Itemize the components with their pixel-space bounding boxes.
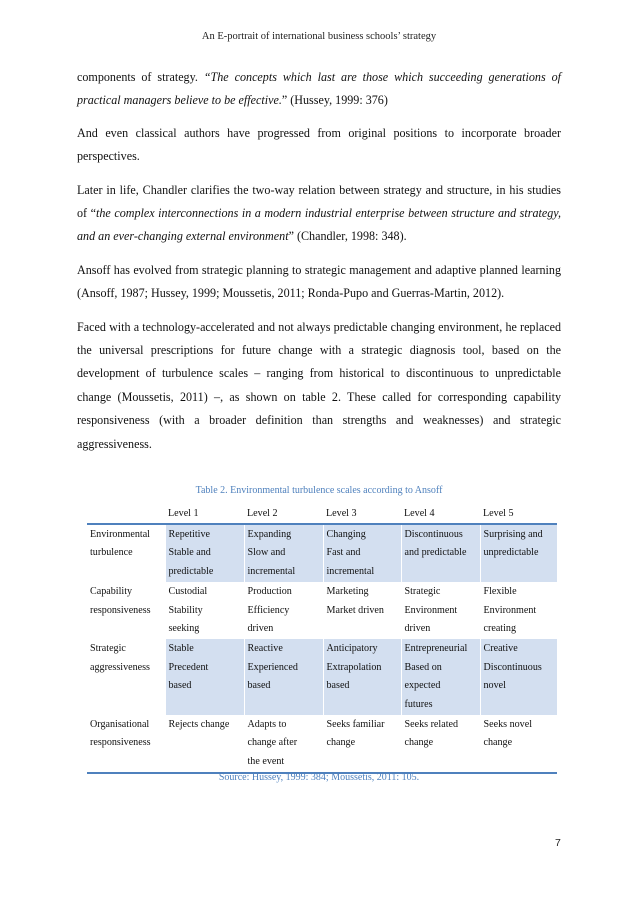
row-label-line: Strategic [90,643,126,655]
table-row [87,639,557,715]
cell-line: Based on [404,661,442,673]
table-cell [401,715,480,773]
cell-line: Flexible [483,586,517,598]
cell-line: Repetitive [168,529,210,540]
cell-line: based [247,680,271,692]
header-cell-empty [87,502,165,524]
table-cell [480,639,557,715]
table-cell [244,639,323,715]
table-cell [244,582,323,639]
cell-line: driven [247,623,274,635]
p3-citation: ” (Chandler, 1998: 348). [288,229,407,244]
table-cell [244,715,323,773]
row-label-line: turbulence [90,547,133,559]
header-cell-level-1: Level 1 [165,502,244,524]
p1-citation: ” (Hussey, 1999: 376) [281,93,388,108]
cell-line: Surprising and [483,529,543,540]
cell-line: Reactive [247,643,283,655]
cell-line: driven [404,623,431,635]
row-label [87,715,165,773]
cell-line: Seeks related [404,719,459,731]
cell-line: change after [247,737,298,749]
table-cell [480,582,557,639]
cell-line: Stability [168,604,203,616]
cell-line: futures [404,698,433,710]
paragraph-4: Ansoff has evolved from strategic planning to strategic management and adaptive planned learning (Ansoff, 1987; Hussey, 1999; Moussetis, 2011; Ronda-Pupo and Guerras-Martin, 2012). [77,262,561,301]
cell-line: Strategic [404,586,441,598]
cell-line: and predictable [404,547,467,559]
cell-line: Stable and [168,547,211,559]
cell-line: Experienced [247,661,298,673]
table-cell [165,524,244,582]
cell-line: Environment [483,604,537,616]
cell-line: seeking [168,623,200,635]
running-header: An E-portrait of international business schools’ strategy [201,31,437,42]
cell-line: expected [404,680,441,692]
header-cell-level-2: Level 2 [244,502,323,524]
cell-line: Anticipatory [326,643,378,655]
paragraph-2: And even classical authors have progressed from original positions to incorporate broader perspectives. [77,125,561,164]
header-cell-level-3: Level 3 [323,502,401,524]
table-row [87,524,557,582]
cell-line: Efficiency [247,604,290,616]
cell-line: Precedent [168,661,209,673]
table-cell [165,582,244,639]
table-cell [244,524,323,582]
table-cell [401,582,480,639]
page-number: 7 [555,837,561,849]
table-cell [323,639,401,715]
paragraph-3 [77,179,561,249]
cell-line: Rejects change [168,719,230,731]
cell-line: unpredictable [483,547,539,559]
cell-line: Expanding [247,529,292,540]
table-cell [480,524,557,582]
cell-line: incremental [326,565,375,577]
table-body [87,524,557,773]
cell-line: Seeks novel [483,719,532,731]
table-header-row [87,502,557,524]
row-label-line: aggressiveness [90,661,150,673]
cell-line: Marketing [326,586,369,598]
cell-line: change [326,737,356,749]
body-text [77,66,561,466]
cell-line: change [404,737,434,749]
cell-line: Discontinuous [404,529,463,540]
row-label-line: responsiveness [90,604,151,616]
row-label-line: Capability [90,586,133,598]
table-cell [165,639,244,715]
cell-line: Extrapolation [326,661,382,673]
p3-quote: the complex interconnections in a modern industrial enterprise between structure and strategy, and an ever-changing external environment [77,206,562,244]
cell-line: Custodial [168,586,208,598]
cell-line: Production [247,586,292,598]
cell-line: Market driven [326,604,384,616]
cell-line: the event [247,755,285,767]
cell-line: Fast and [326,547,361,559]
p1-text: components of strategy. [77,70,204,84]
cell-line: Creative [483,643,518,655]
row-label-line: Organisational [90,719,150,731]
table-cell [165,715,244,773]
cell-line: change [483,737,513,749]
paragraph-5: Faced with a technology-accelerated and not always predictable changing environment, he replaced the universal prescriptions for future change with a strategic diagnosis tool, based on the development of turbulence scales – ranging from historical to discontinuous to unpredictable change (Moussetis, 2011) –, as shown on table 2. These called for corresponding capability responsiveness (with a broader definition than strengths and weaknesses) and strategic aggressiveness. [77,319,561,451]
cell-line: novel [483,680,506,692]
table-row [87,715,557,773]
cell-line: Slow and [247,547,286,559]
table-cell [480,715,557,773]
header-cell-level-5: Level 5 [480,502,557,524]
table-cell [323,582,401,639]
turbulence-table [87,502,557,774]
table-cell [401,524,480,582]
cell-line: Environment [404,604,458,616]
cell-line: Changing [326,529,366,540]
cell-line: Stable [168,643,194,655]
header-cell-level-4: Level 4 [401,502,480,524]
cell-line: Adapts to [247,719,287,731]
cell-line: Seeks familiar [326,719,385,731]
paragraph-1 [77,66,561,113]
table-source: Source: Hussey, 1999: 384; Moussetis, 2011: 105. [218,772,420,783]
table-caption: Table 2. Environmental turbulence scales according to Ansoff [195,485,443,496]
table-cell [323,524,401,582]
row-label [87,524,165,582]
cell-line: predictable [168,565,214,577]
cell-line: incremental [247,565,296,577]
row-label [87,582,165,639]
table-cell [323,715,401,773]
row-label-line: Environmental [90,529,150,540]
table-cell [401,639,480,715]
p3-text: Later in life, Chandler clarifies the two-way relation between strategy and structure, in his studies of “ [77,182,561,221]
row-label-line: responsiveness [90,737,151,749]
cell-line: based [168,680,192,692]
row-label [87,639,165,715]
table-row [87,582,557,639]
cell-line: Entrepreneurial [404,643,468,655]
p1-quote: “The concepts which last are those which succeeding generations of practical managers believe to be effective. [77,70,561,108]
cell-line: creating [483,623,517,635]
cell-line: Discontinuous [483,661,542,673]
cell-line: based [326,680,350,692]
